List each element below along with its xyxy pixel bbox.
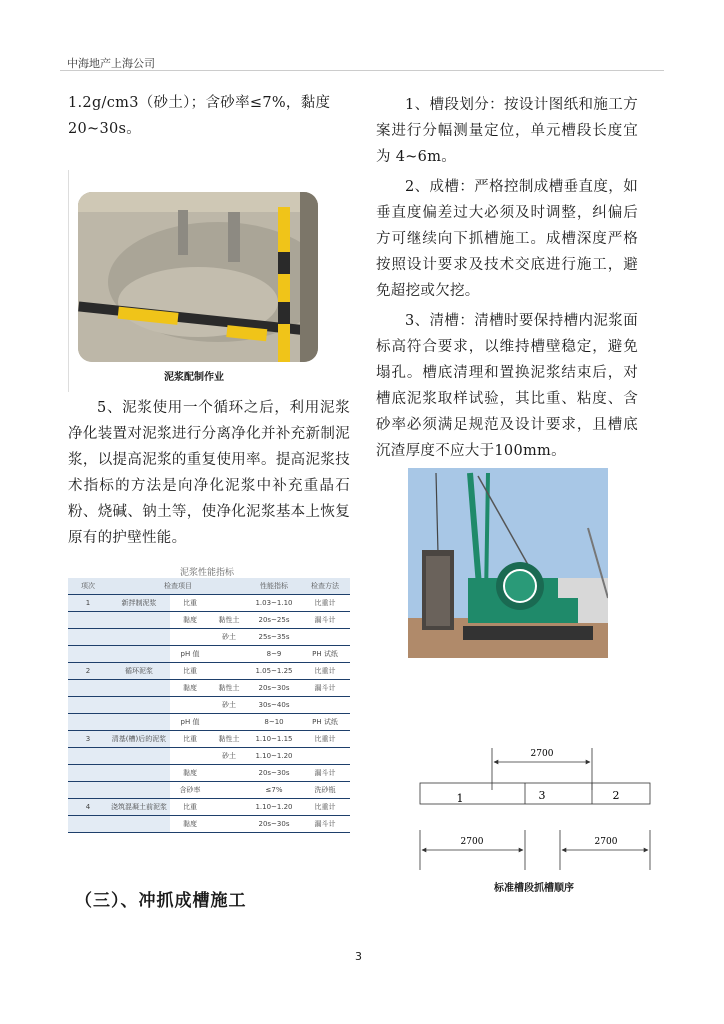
table-cell: 漏斗计 (300, 612, 350, 629)
photo-caption: 泥浆配制作业 (164, 372, 224, 383)
table-cell (108, 816, 170, 833)
table-cell (108, 646, 170, 663)
table-cell (300, 629, 350, 646)
header-company: 中海地产上海公司 (67, 57, 155, 70)
intro-line-1: 1.2g/cm3（砂土）；含砂率≤7%，黏度 (68, 95, 331, 111)
table-cell: 黏度 (170, 680, 210, 697)
table-cell (108, 612, 170, 629)
intro-text (68, 90, 358, 142)
dim-bottom-right-label: 2700 (594, 837, 618, 847)
paragraph-1: 1、槽段划分：按设计图纸和施工方案进行分幅测量定位，单元槽段长度宜为 4~6m。 (376, 97, 638, 165)
table-cell: 20s~30s (248, 816, 300, 833)
table-cell: pH 值 (170, 646, 210, 663)
table-cell: 砂土 (210, 629, 248, 646)
table-cell: 1 (68, 595, 108, 612)
table-cell (108, 782, 170, 799)
table-cell: 新拌制泥浆 (108, 595, 170, 612)
table-cell: 2 (68, 663, 108, 680)
table-cell: 比重 (170, 595, 210, 612)
table-row (68, 731, 350, 748)
table-row (68, 595, 350, 612)
table-cell (68, 816, 108, 833)
table-header: 项次 (68, 578, 108, 595)
photo-frame-line (68, 170, 69, 392)
paragraph-3: 3、清槽：清槽时要保持槽内泥浆面标高符合要求，以维持槽壁稳定，避免塌孔。槽底清理和置换泥浆结束后，对槽底泥浆取样试验，其比重、粘度、含砂率必须满足规范及设计要求，且槽底沉渣厚度不应大于100mm。 (376, 313, 638, 459)
table-cell: 漏斗计 (300, 680, 350, 697)
table-cell: 比重计 (300, 731, 350, 748)
table-cell (210, 765, 248, 782)
table-cell (68, 646, 108, 663)
table-row (68, 782, 350, 799)
table-cell: 8~9 (248, 646, 300, 663)
diagram-caption: 标准槽段抓槽顺序 (494, 883, 574, 894)
table-cell (300, 697, 350, 714)
table-row (68, 646, 350, 663)
mud-spec-table (68, 578, 350, 854)
table-cell: 清基(槽)后的泥浆 (108, 731, 170, 748)
table-cell (170, 697, 210, 714)
table-cell (108, 714, 170, 731)
table-cell: 比重 (170, 663, 210, 680)
table-cell: 8~10 (248, 714, 300, 731)
mud-mixing-photo (78, 192, 318, 362)
table-row (68, 629, 350, 646)
table-cell: 漏斗计 (300, 765, 350, 782)
table-cell (68, 748, 108, 765)
table-cell (68, 765, 108, 782)
table-cell (68, 629, 108, 646)
table-cell (210, 799, 248, 816)
table-cell: 3 (68, 731, 108, 748)
table-cell (210, 782, 248, 799)
table-cell: PH 试纸 (300, 714, 350, 731)
table-header: 检查项目 (108, 578, 248, 595)
table-cell (108, 629, 170, 646)
table-row (68, 765, 350, 782)
table-cell: 循环泥浆 (108, 663, 170, 680)
table-cell (68, 782, 108, 799)
table-cell: 漏斗计 (300, 816, 350, 833)
table-cell: 1.10~1.20 (248, 799, 300, 816)
table-cell: 20s~25s (248, 612, 300, 629)
spec-table (68, 578, 350, 833)
dim-bottom-left-label: 2700 (460, 837, 484, 847)
table-cell: 含砂率 (170, 782, 210, 799)
table-row (68, 612, 350, 629)
table-row (68, 663, 350, 680)
table-cell (210, 663, 248, 680)
table-cell (68, 612, 108, 629)
table-title: 泥浆性能指标 (180, 568, 235, 578)
table-cell (108, 680, 170, 697)
intro-line-2: 20~30s。 (68, 121, 142, 137)
table-header-row (68, 578, 350, 595)
table-cell: 浇筑混凝土前泥浆 (108, 799, 170, 816)
table-header: 检查方法 (300, 578, 350, 595)
paragraph-5: 5、泥浆使用一个循环之后，利用泥浆净化装置对泥浆进行分离净化并补充新制泥浆，以提高泥浆的重复使用率。提高泥浆技术指标的方法是向净化泥浆中补充重晶石粉、烧碱、钠土等，使净化泥浆基本上恢复原有的护壁性能。 (68, 400, 350, 546)
section-heading: （三）、冲抓成槽施工 (75, 891, 247, 911)
table-cell (300, 748, 350, 765)
table-cell: 黏性土 (210, 612, 248, 629)
table-cell: 黏度 (170, 765, 210, 782)
table-cell: 30s~40s (248, 697, 300, 714)
table-cell: 1.05~1.25 (248, 663, 300, 680)
table-cell: 比重 (170, 799, 210, 816)
table-cell (108, 765, 170, 782)
table-cell (210, 595, 248, 612)
table-cell: 1.10~1.15 (248, 731, 300, 748)
table-row (68, 714, 350, 731)
table-cell (68, 697, 108, 714)
table-cell: 比重 (170, 731, 210, 748)
table-cell: 黏度 (170, 612, 210, 629)
table-row (68, 799, 350, 816)
table-cell: 洗砂瓶 (300, 782, 350, 799)
page-number: 3 (355, 950, 362, 963)
segment-2-label: 2 (612, 789, 620, 802)
table-cell: 1.03~1.10 (248, 595, 300, 612)
table-cell (210, 816, 248, 833)
table-cell (68, 714, 108, 731)
table-cell: pH 值 (170, 714, 210, 731)
table-row (68, 816, 350, 833)
table-cell: 比重计 (300, 595, 350, 612)
table-cell: PH 试纸 (300, 646, 350, 663)
table-cell: 砂土 (210, 748, 248, 765)
table-header: 性能指标 (248, 578, 300, 595)
table-cell: 1.10~1.20 (248, 748, 300, 765)
table-cell: 砂土 (210, 697, 248, 714)
table-cell (68, 680, 108, 697)
table-cell (210, 646, 248, 663)
segment-3-label: 3 (538, 789, 546, 802)
table-cell: ≤7% (248, 782, 300, 799)
right-column-text (376, 92, 638, 464)
table-cell (108, 748, 170, 765)
dim-top-label: 2700 (530, 749, 554, 759)
paragraph-2: 2、成槽：严格控制成槽垂直度，如垂直度偏差过大必须及时调整，纠偏后方可继续向下抓槽施工。成槽深度严格按照设计要求及技术交底进行施工，避免超挖或欠挖。 (376, 179, 638, 299)
table-cell (210, 714, 248, 731)
table-cell: 20s~30s (248, 765, 300, 782)
table-cell: 黏性土 (210, 680, 248, 697)
table-cell (108, 697, 170, 714)
table-cell (170, 629, 210, 646)
table-row (68, 697, 350, 714)
table-cell: 4 (68, 799, 108, 816)
table-cell: 比重计 (300, 663, 350, 680)
grab-crane-photo (408, 468, 608, 658)
table-row (68, 748, 350, 765)
segment-1-label: 1 (456, 792, 464, 805)
table-cell: 20s~30s (248, 680, 300, 697)
table-cell: 25s~35s (248, 629, 300, 646)
table-cell: 比重计 (300, 799, 350, 816)
table-cell: 黏度 (170, 816, 210, 833)
table-cell: 黏性土 (210, 731, 248, 748)
table-cell (170, 748, 210, 765)
table-row (68, 680, 350, 697)
header-divider (60, 70, 664, 71)
trench-sequence-diagram (410, 740, 660, 875)
